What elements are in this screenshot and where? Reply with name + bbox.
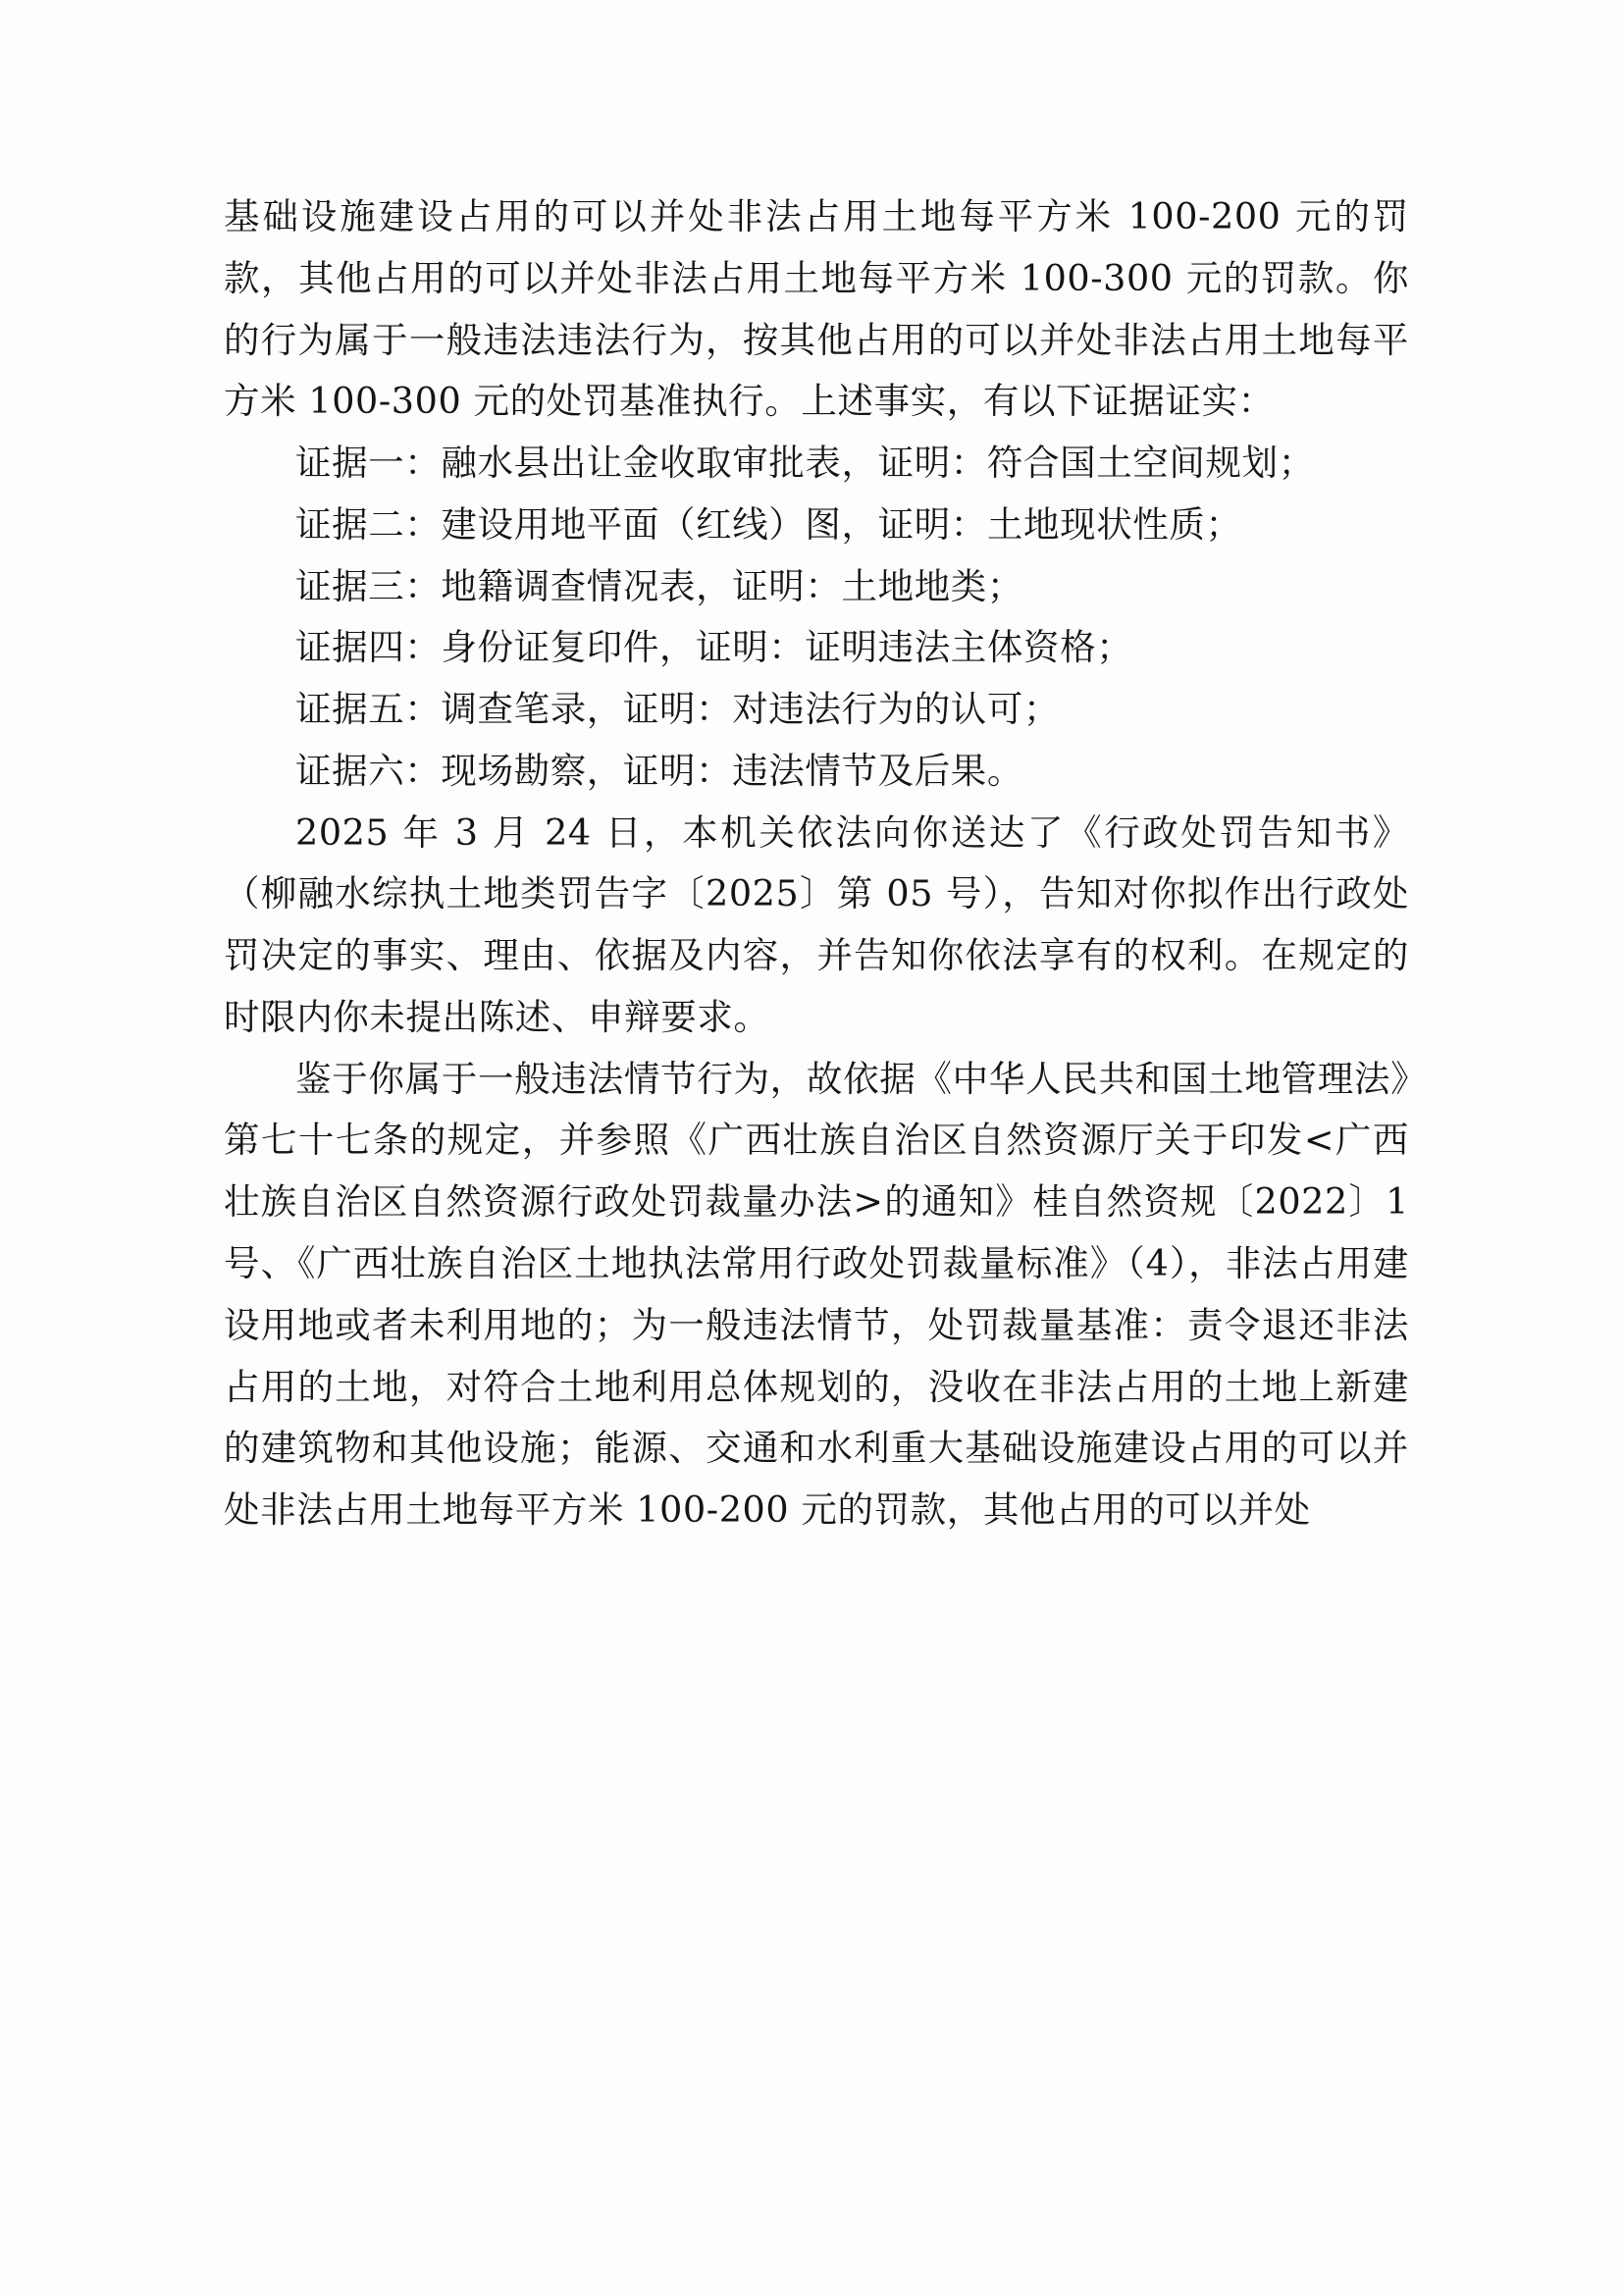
paragraph-evidence-4: 证据四：身份证复印件，证明：证明违法主体资格； (295, 626, 1133, 669)
paragraph-evidence-5: 证据五：调查笔录，证明：对违法行为的认可； (295, 688, 1061, 731)
paragraph-evidence-3: 证据三：地籍调查情况表，证明：土地地类； (295, 564, 1023, 607)
paragraph-evidence-6: 证据六：现场勘察，证明：违法情节及后果。 (295, 749, 1023, 792)
paragraph-notice-delivery: 2025 年 3 月 24 日，本机关依法向你送达了《行政处罚告知书》（柳融水综执土地类罚告字〔2025〕第 05 号），告知对你拟作出行政处罚决定的事实、理由、依据及内容，并告知你依法享有的权利。在规定的时限内你未提出陈述、申辩要求。 (224, 810, 1409, 1038)
document-body (224, 186, 1409, 1541)
paragraph-evidence-2: 证据二：建设用地平面（红线）图，证明：土地现状性质； (295, 502, 1242, 546)
paragraph-penalty-basis: 基础设施建设占用的可以并处非法占用土地每平方米 100-200 元的罚款，其他占用的可以并处非法占用土地每平方米 100-300 元的罚款。你的行为属于一般违法违法行为，按其他占用的可以并处非法占用土地每平方米 100-300 元的处罚基准执行。上述事实，有以下证据证实： (224, 195, 1409, 423)
paragraph-decision-basis: 鉴于你属于一般违法情节行为，故依据《中华人民共和国土地管理法》第七十七条的规定，并参照《广西壮族自治区自然资源厅关于印发<广西壮族自治区自然资源行政处罚裁量办法>的通知》桂自然资规〔2022〕1 号、《广西壮族自治区土地执法常用行政处罚裁量标准》（4），非法占用建设用地或者未利用地的；为一般违法情节，处罚裁量基准：责令退还非法占用的土地，对符合土地利用总体规划的，没收在非法占用的土地上新建的建筑物和其他设施；能源、交通和水利重大基础设施建设占用的可以并处非法占用土地每平方米 100-200 元的罚款，其他占用的可以并处 (224, 1057, 1409, 1532)
paragraph-evidence-1: 证据一：融水县出让金收取审批表，证明：符合国土空间规划； (295, 442, 1315, 485)
